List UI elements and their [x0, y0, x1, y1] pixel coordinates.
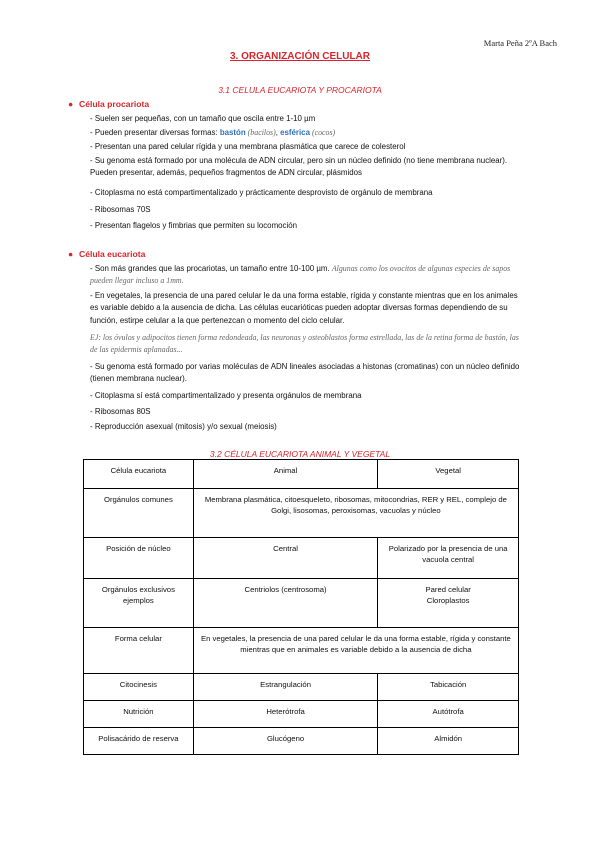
shapes-prefix: - Pueden presentar diversas formas: [90, 128, 220, 137]
animal-organulos-exclusivos: Centriolos (centrosoma) [193, 579, 378, 628]
procariota-item-genoma: - Su genoma está formado por una molécula de ADN circular, pero sin un núcleo definido (no tiene membrana nuclear). Pueden presentar, además, pequeños fragmentos de ADN circular, plásmidos [90, 156, 508, 178]
table-row-organulos-comunes [84, 489, 519, 538]
shapes-separator: , [275, 128, 281, 137]
section-1-subtitle: 3.1 CELULA EUCARIOTA Y PROCARIOTA [218, 85, 382, 95]
label-organulos-exclusivos: Orgánulos exclusivos ejemplos [84, 579, 194, 628]
table-row-organulos-exclusivos [84, 579, 519, 628]
shape-baston-note: (bacilos) [245, 128, 276, 137]
vegetal-organulos-exclusivos [378, 579, 519, 628]
eucariota-item-ribosomas: - Ribosomas 80S [90, 407, 151, 416]
procariota-item-size: - Suelen ser pequeñas, con un tamaño que oscila entre 1-10 µm [90, 114, 316, 123]
eucariota-item-genoma: - Su genoma está formado por varias moléculas de ADN lineales asociadas a histonas (cromatinas) con un núcleo definido (tienen membrana nuclear). [90, 362, 520, 384]
vegetal-cloroplastos: Cloroplastos [426, 596, 470, 605]
eucariota-size-text: - Son más grandes que las procariotas, un tamaño entre 10-100 µm. [90, 264, 332, 273]
procariota-item-flagelos: - Presentan flagelos y fimbrias que permiten su locomoción [90, 221, 298, 230]
animal-posicion-nucleo: Central [193, 538, 378, 579]
page-title-text: 3. ORGANIZACIÓN CELULAR [230, 51, 370, 62]
vegetal-pared-celular: Pared celular [425, 585, 471, 594]
vegetal-polisacarido: Almidón [378, 728, 519, 755]
procariota-item-citoplasma: - Citoplasma no está compartimentalizado y prácticamente desprovisto de orgánulo de membrana [90, 188, 433, 197]
table-row-posicion-nucleo [84, 538, 519, 579]
label-polisacarido: Polisacárido de reserva [84, 728, 194, 755]
bullet-icon: ● [68, 99, 74, 109]
animal-polisacarido: Glucógeno [193, 728, 378, 755]
eucariota-item-size [90, 263, 520, 288]
label-nutricion: Nutrición [84, 701, 194, 728]
vegetal-citocinesis: Tabicación [378, 674, 519, 701]
eucariota-heading [68, 249, 146, 259]
eucariota-heading-text: Célula eucariota [79, 249, 146, 259]
procariota-heading-text: Célula procariota [79, 99, 150, 109]
header-animal: Animal [193, 460, 378, 489]
procariota-item-shapes [90, 127, 520, 139]
label-forma-celular: Forma celular [84, 628, 194, 674]
vegetal-posicion-nucleo: Polarizado por la presencia de una vacuola central [378, 538, 519, 579]
vegetal-nutricion: Autótrofa [378, 701, 519, 728]
bullet-icon: ● [68, 249, 74, 259]
comparison-table [83, 459, 519, 755]
header-vegetal: Vegetal [378, 460, 519, 489]
eucariota-item-citoplasma: - Citoplasma sí está compartimentalizado y presenta orgánulos de membrana [90, 391, 362, 400]
section-2-subtitle: 3.2 CÉLULA EUCARIOTA ANIMAL Y VEGETAL [209, 449, 391, 459]
eucariota-item-forma: - En vegetales, la presencia de una pared celular le da una forma estable, rígida y constante mientras que en los animales es variable debido a la ausencia de dicha. Las células eucarióticas pueden adoptar diversas formas dependiendo de su función, estirpe celular a la que pertenezcan o momento del ciclo celular. [90, 291, 518, 325]
shape-esferica-note: (cocos) [309, 128, 336, 137]
table-row-polisacarido [84, 728, 519, 755]
label-posicion-nucleo: Posición de núcleo [84, 538, 194, 579]
table-header-row [84, 460, 519, 489]
author-name: Marta Peña 2ºA Bach [483, 38, 557, 48]
procariota-heading [68, 99, 150, 109]
eucariota-size-note: Algunas como los ovocitos de algunas especies de sapos pueden llegar incluso a 1mm. [90, 264, 511, 286]
value-organulos-comunes: Membrana plasmática, citoesqueleto, ribosomas, mitocondrias, RER y REL, complejo de Golgi, lisosomas, peroxisomas, vacuolas y núcleo [193, 489, 518, 538]
label-citocinesis: Citocinesis [84, 674, 194, 701]
animal-nutricion: Heterótrofa [193, 701, 378, 728]
label-organulos-comunes: Orgánulos comunes [84, 489, 194, 538]
table-row-nutricion [84, 701, 519, 728]
procariota-item-pared: - Presentan una pared celular rígida y una membrana plasmática que carece de colesterol [90, 142, 406, 151]
animal-citocinesis: Estrangulación [193, 674, 378, 701]
table-row-forma-celular [84, 628, 519, 674]
header-celula-eucariota: Célula eucariota [84, 460, 194, 489]
eucariota-item-reproduccion: - Reproducción asexual (mitosis) y/o sexual (meiosis) [90, 422, 277, 431]
procariota-item-ribosomas: - Ribosomas 70S [90, 205, 151, 214]
page-title [0, 51, 600, 62]
shape-baston: bastón [219, 128, 246, 137]
table-row-citocinesis [84, 674, 519, 701]
eucariota-item-forma-example: EJ: los óvulos y adipocitos tienen forma redondeada, las neuronas y osteoblastos forma estrellada, las de la retina forma de bastón, las de las epidermis aplanadas... [90, 333, 519, 355]
value-forma-celular: En vegetales, la presencia de una pared celular le da una forma estable, rígida y constante mientras que en animales es variable debido a la ausencia de dicha [193, 628, 518, 674]
shape-esferica: esférica [280, 128, 310, 137]
